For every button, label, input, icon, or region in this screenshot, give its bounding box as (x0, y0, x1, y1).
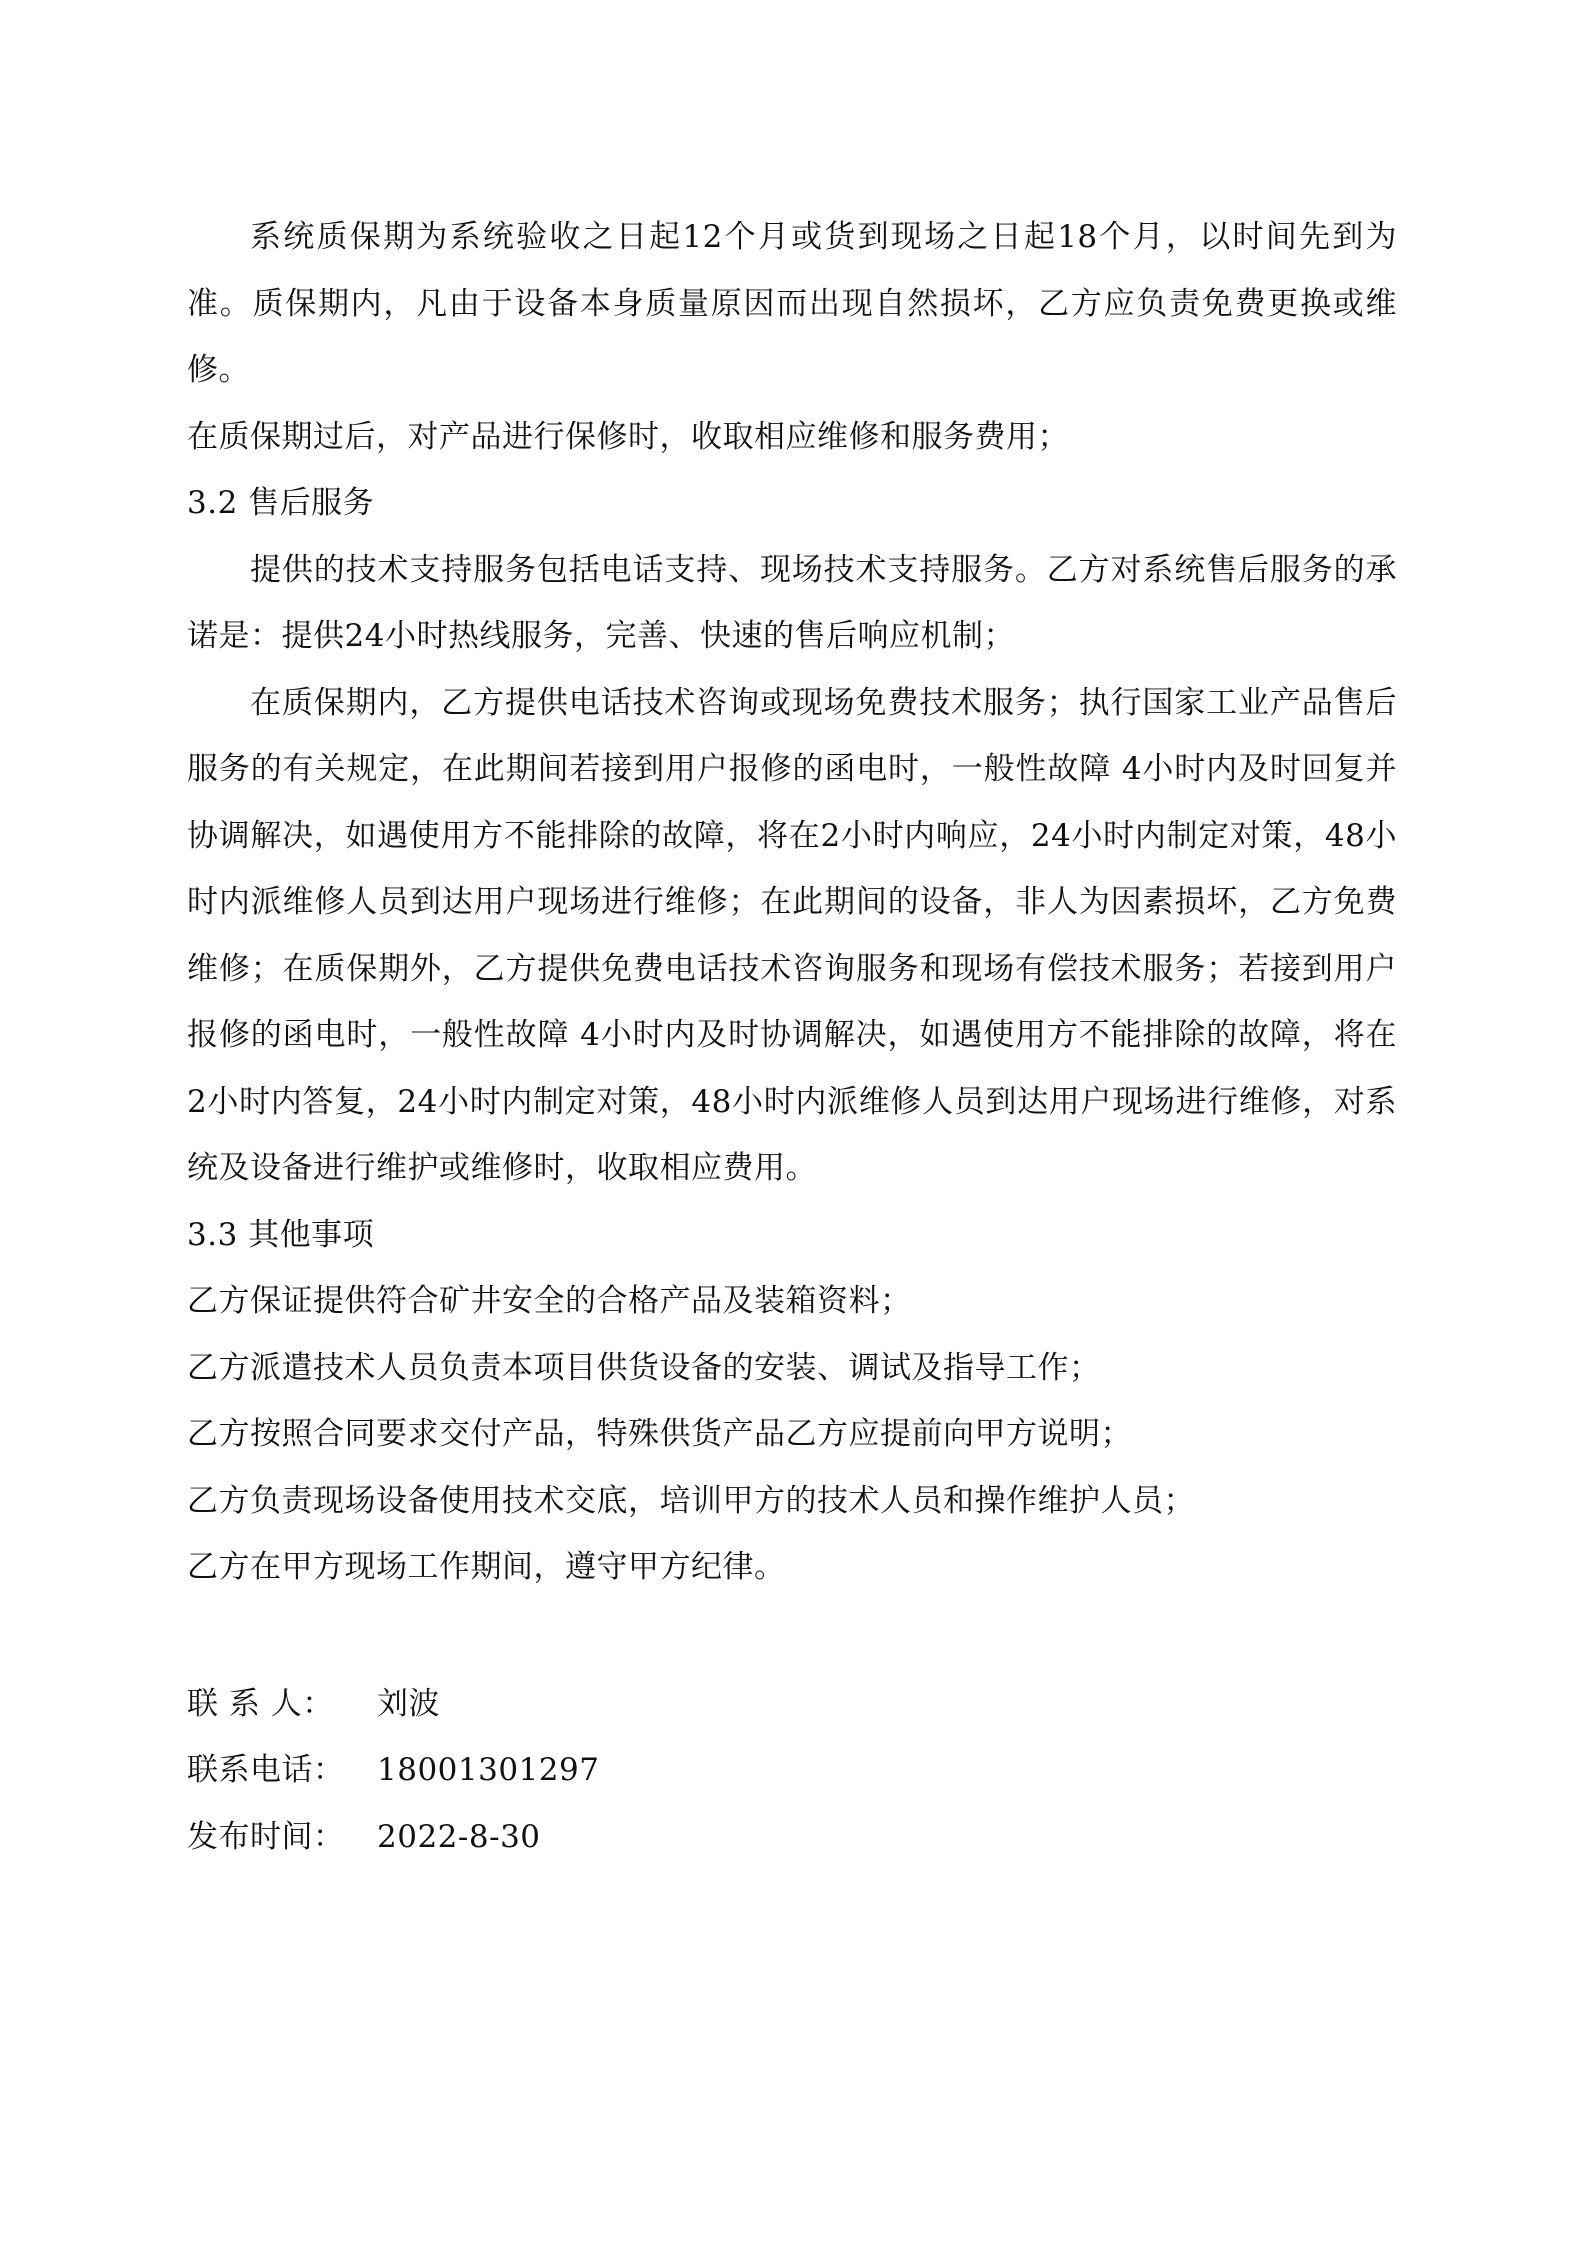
warranty-after-period-line: 在质保期过后，对产品进行保修时，收取相应维修和服务费用； (187, 418, 1069, 455)
contact-phone-value: 18001301297 (377, 1752, 600, 1788)
contact-person-row (187, 1671, 1397, 1738)
publish-date-row (187, 1804, 1397, 1871)
contact-person-value: 刘波 (377, 1685, 440, 1722)
other-item-training: 乙方负责现场设备使用技术交底，培训甲方的技术人员和操作维护人员； (187, 1482, 1195, 1519)
section-heading-after-sales: 3.2 售后服务 (187, 485, 375, 521)
other-item-discipline: 乙方在甲方现场工作期间，遵守甲方纪律。 (187, 1549, 786, 1585)
after-sales-paragraph-1: 提供的技术支持服务包括电话支持、现场技术支持服务。乙方对系统售后服务的承诺是：提供24小时热线服务，完善、快速的售后响应机制； (187, 551, 1397, 654)
contact-person-label: 联 系 人： (187, 1685, 334, 1722)
other-item-technicians: 乙方派遣技术人员负责本项目供货设备的安装、调试及指导工作； (187, 1349, 1101, 1386)
document-body (187, 204, 1397, 1870)
warranty-paragraph: 系统质保期为系统验收之日起12个月或货到现场之日起18个月，以时间先到为准。质保期内，凡由于设备本身质量原因而出现自然损坏，乙方应负责免费更换或维修。 (187, 219, 1397, 388)
after-sales-paragraph-2: 在质保期内，乙方提供电话技术咨询或现场免费技术服务；执行国家工业产品售后服务的有关规定，在此期间若接到用户报修的函电时，一般性故障 4小时内及时回复并协调解决，如遇使用方不能排除的故障，将在2小时内响应，24小时内制定对策，48小时内派维修人员到达用户现场进行维修；在此期间的设备，非人为因素损坏，乙方免费维修；在质保期外，乙方提供免费电话技术咨询服务和现场有偿技术服务；若接到用户报修的函电时，一般性故障 4小时内及时协调解决，如遇使用方不能排除的故障，将在2小时内答复，24小时内制定对策，48小时内派维修人员到达用户现场进行维修，对系统及设备进行维护或维修时，收取相应费用。 (187, 684, 1397, 1186)
publish-date-value: 2022-8-30 (377, 1818, 541, 1855)
section-spacer (187, 1601, 1397, 1671)
publish-date-label: 发布时间： (187, 1818, 345, 1855)
contact-phone-label: 联系电话： (187, 1752, 345, 1788)
other-item-delivery: 乙方按照合同要求交付产品，特殊供货产品乙方应提前向甲方说明； (187, 1416, 1132, 1452)
other-item-quality: 乙方保证提供符合矿井安全的合格产品及装箱资料； (187, 1283, 912, 1319)
contact-phone-row (187, 1737, 1397, 1804)
section-heading-other: 3.3 其他事项 (187, 1216, 375, 1253)
